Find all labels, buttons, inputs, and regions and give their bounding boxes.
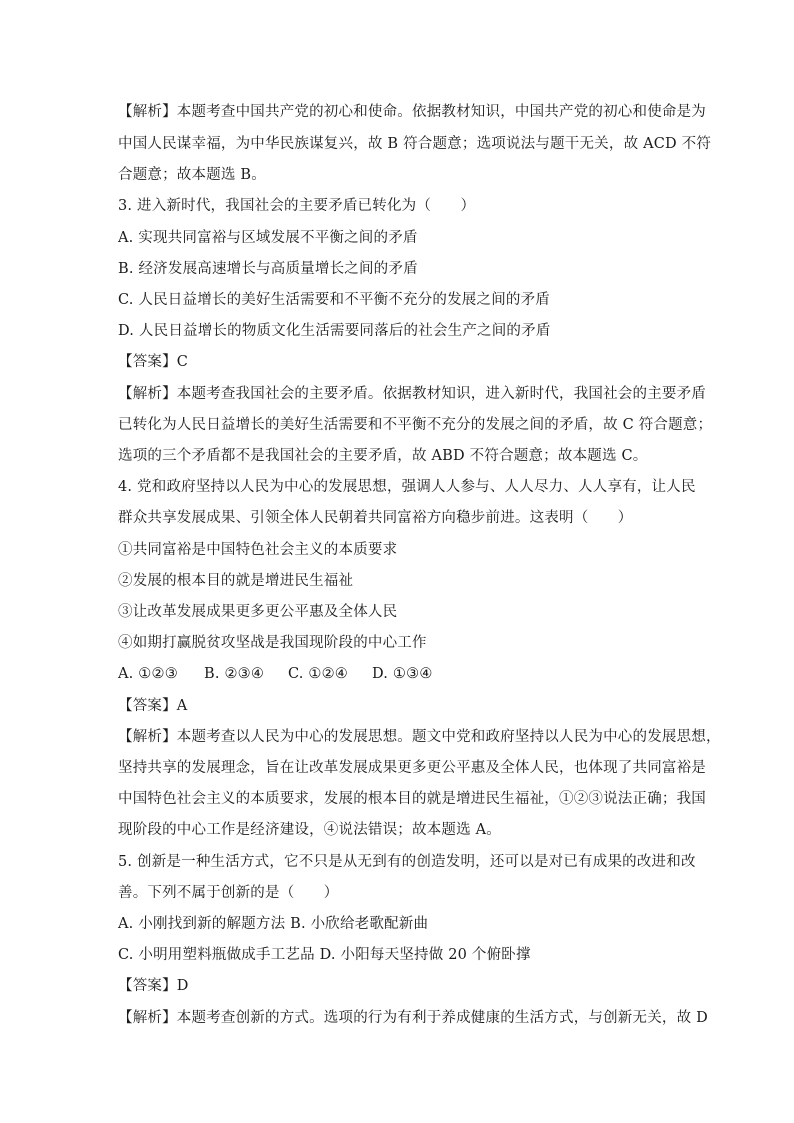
q3-option-a: A. 实现共同富裕与区域发展不平衡之间的矛盾 [118, 230, 418, 246]
q4-analysis-line-4: 现阶段的中心工作是经济建设，④说法错误；故本题选 A。 [118, 822, 501, 838]
q2-analysis-line-1: 【解析】本题考查中国共产党的初心和使命。依据教材知识，中国共产党的初心和使命是为 [118, 104, 706, 120]
q4-statement-3: ③让改革发展成果更多更公平惠及全体人民 [118, 604, 398, 620]
q5-analysis-line-1: 【解析】本题考查创新的方式。选项的行为有利于养成健康的生活方式，与创新无关，故 D [118, 1010, 708, 1026]
q4-statement-4: ④如期打赢脱贫攻坚战是我国现阶段的中心工作 [118, 635, 427, 651]
q4-statement-2: ②发展的根本目的就是增进民生福祉 [118, 573, 354, 589]
q4-analysis-line-1: 【解析】本题考查以人民为中心的发展思想。题文中党和政府坚持以人民为中心的发展思想， [118, 729, 721, 745]
q3-analysis-line-1: 【解析】本题考查我国社会的主要矛盾。依据教材知识，进入新时代，我国社会的主要矛盾 [118, 386, 706, 402]
q4-choice-c: C. ①②④ [288, 666, 348, 682]
q3-option-d: D. 人民日益增长的物质文化生活需要同落后的社会生产之间的矛盾 [118, 323, 551, 339]
q3-stem: 3. 进入新时代，我国社会的主要矛盾已转化为（ ） [118, 198, 476, 214]
q4-stem-line-1: 4. 党和政府坚持以人民为中心的发展思想，强调人人参与、人人尽力、人人享有，让人民 [118, 479, 696, 495]
q3-option-b: B. 经济发展高速增长与高质量增长之间的矛盾 [118, 261, 418, 277]
q4-statement-1: ①共同富裕是中国特色社会主义的本质要求 [118, 542, 398, 558]
q3-option-c: C. 人民日益增长的美好生活需要和不平衡不充分的发展之间的矛盾 [118, 292, 550, 308]
q5-stem-line-1: 5. 创新是一种生活方式，它不只是从无到有的创造发明，还可以是对已有成果的改进和改 [118, 854, 696, 870]
q2-analysis-line-2: 中国人民谋幸福，为中华民族谋复兴，故 B 符合题意；选项说法与题干无关，故 ACD 不符 [118, 136, 712, 152]
q5-options-row-1: A. 小刚找到新的解题方法 B. 小欣给老歌配新曲 [118, 916, 429, 932]
q4-choices [118, 664, 433, 684]
q5-answer: 【答案】D [118, 978, 189, 994]
q5-stem-line-2: 善。下列不属于创新的是（ ） [118, 885, 339, 901]
q5-options-row-2: C. 小明用塑料瓶做成手工艺品 D. 小阳每天坚持做 20 个俯卧撑 [118, 947, 531, 963]
q4-answer: 【答案】A [118, 698, 188, 714]
q3-analysis-line-3: 选项的三个矛盾都不是我国社会的主要矛盾，故 ABD 不符合题意；故本题选 C。 [118, 448, 648, 464]
q4-choice-b: B. ②③④ [204, 666, 265, 682]
q2-analysis-line-3: 合题意；故本题选 B。 [118, 167, 266, 183]
q4-choice-d: D. ①③④ [372, 666, 433, 682]
q4-choice-a: A. ①②③ [118, 666, 178, 682]
q3-answer: 【答案】C [118, 354, 189, 370]
q4-analysis-line-2: 坚持共享的发展理念，旨在让改革发展成果更多更公平惠及全体人民，也体现了共同富裕是 [118, 760, 706, 776]
q3-analysis-line-2: 已转化为人民日益增长的美好生活需要和不平衡不充分的发展之间的矛盾，故 C 符合题意； [118, 417, 713, 433]
q4-analysis-line-3: 中国特色社会主义的本质要求，发展的根本目的就是增进民生福祉，①②③说法正确；我国 [118, 791, 706, 807]
q4-stem-line-2: 群众共享发展成果、引领全体人民朝着共同富裕方向稳步前进。这表明（ ） [118, 510, 633, 526]
